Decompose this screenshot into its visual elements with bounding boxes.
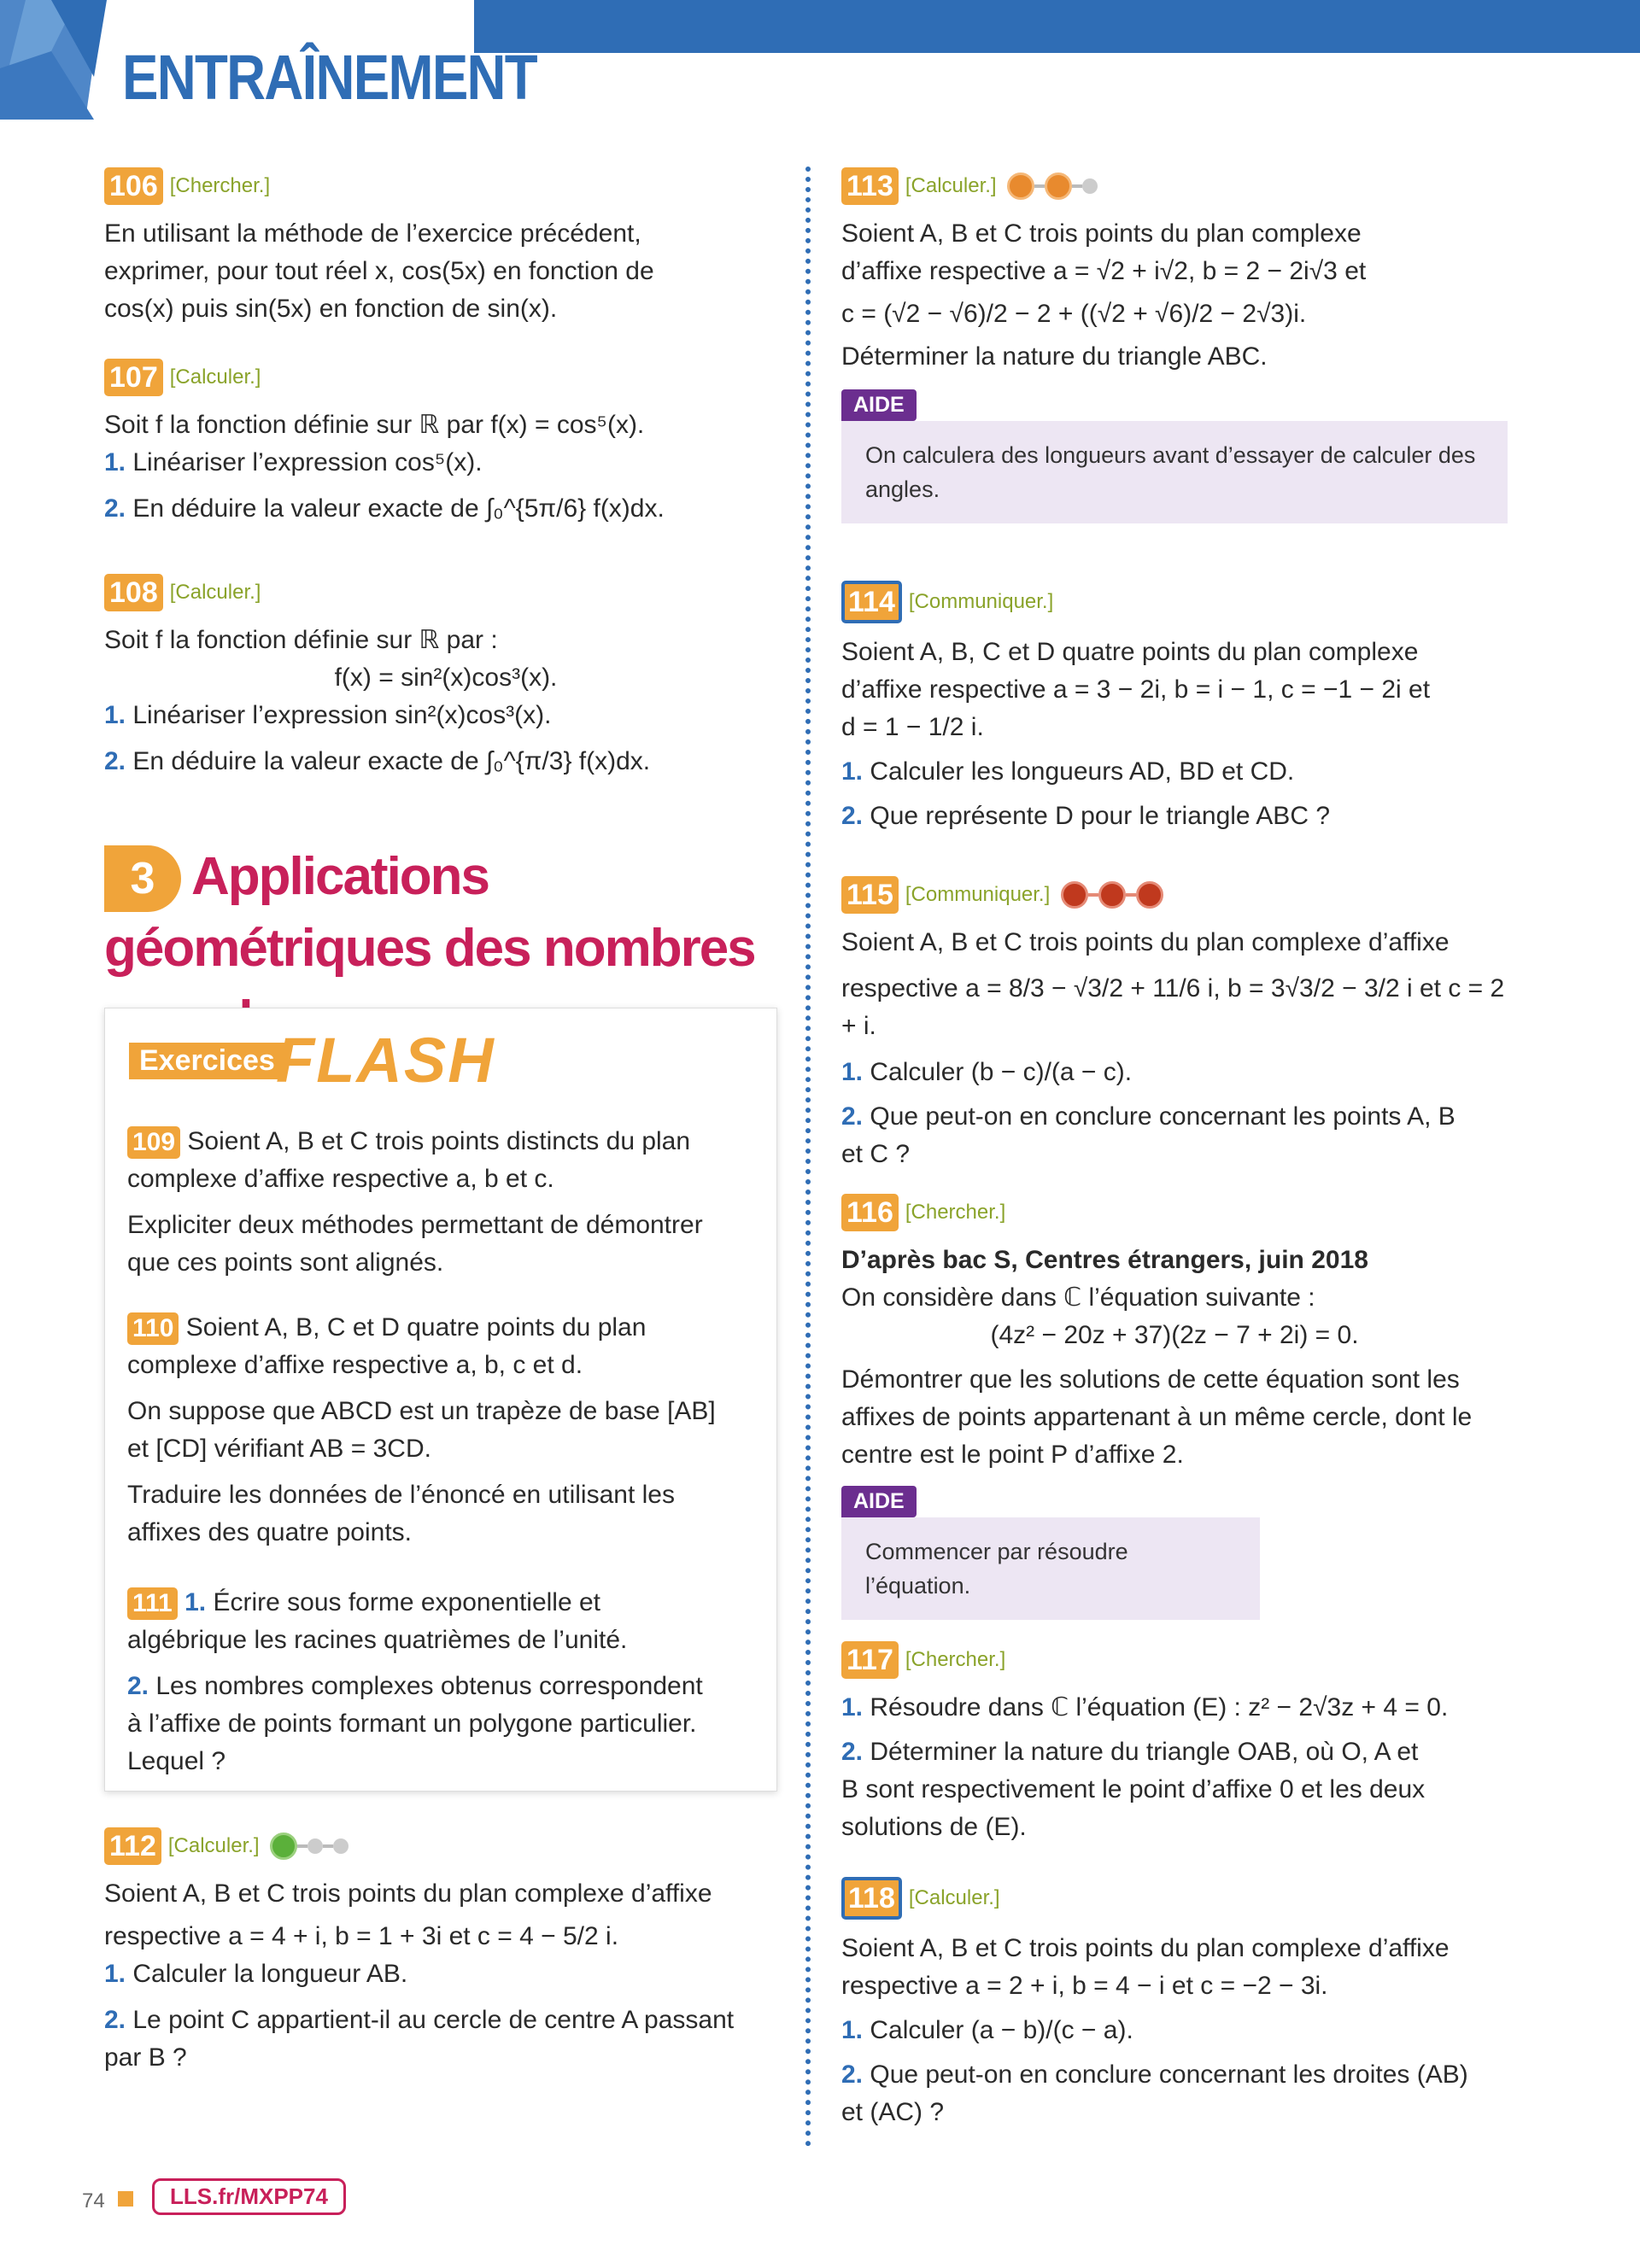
- text-line: que ces points sont alignés.: [127, 1248, 444, 1277]
- exercise-tag: [Calculer.]: [169, 365, 261, 389]
- footer-link[interactable]: LLS.fr/MXPP74: [152, 2178, 346, 2215]
- difficulty-dot-filled: [1061, 881, 1088, 909]
- formula: f(x) = sin²(x)cos³(x).: [334, 663, 558, 692]
- exercise-tag: [Chercher.]: [905, 1648, 1006, 1671]
- question-2: Que représente D pour le triangle ABC ?: [870, 802, 1330, 830]
- text-line: d’affixe respective a = √2 + i√2, b = 2 − 2i√3 et: [841, 257, 1367, 285]
- question-1: Calculer (b − c)/(a − c).: [870, 1058, 1133, 1086]
- text-line: On suppose que ABCD est un trapèze de base [AB]: [127, 1397, 716, 1425]
- text-line: Traduire les données de l’énoncé en utilisant les: [127, 1481, 675, 1509]
- exercise-112: 112 [Calculer.] Soient A, B et C trois points du plan complexe d’affixe respective a = 4 + i, b = 1 + 3i et c = 4 − 5/2 i. 1. Calculer la longueur AB. 2. Le point C appartient-il au cercle de centre A passant par B ?: [104, 1827, 788, 2077]
- text-line: centre est le point P d’affixe 2.: [841, 1441, 1184, 1469]
- text-line: et C ?: [841, 1140, 911, 1168]
- text-line: Expliciter deux méthodes permettant de démontrer: [127, 1211, 703, 1239]
- text-line: et (AC) ?: [841, 2098, 945, 2126]
- section-title-text: Applications géométriques des nombres: [104, 847, 755, 978]
- exercise-tag: [Calculer.]: [905, 174, 997, 197]
- question-1: Écrire sous forme exponentielle et: [213, 1588, 601, 1616]
- aide-text: Commencer par résoudre l’équation.: [841, 1517, 1260, 1620]
- question-2: En déduire la valeur exacte de ∫₀^{π/3} f(x)dx.: [132, 747, 651, 775]
- text-line: complexe d’affixe respective a, b et c.: [127, 1165, 554, 1193]
- difficulty-dot-filled: [1007, 172, 1034, 200]
- exercise-116: [841, 1194, 1508, 1620]
- header-band: [474, 0, 1640, 53]
- text-line: d’affixe respective a = 3 − 2i, b = i − 1, c = −1 − 2i et: [841, 675, 1431, 704]
- exercise-tag: [Communiquer.]: [905, 883, 1051, 906]
- formula: c = (√2 − √6)/2 − 2 + ((√2 + √6)/2 − 2√3)i.: [841, 300, 1307, 328]
- question-1: Linéariser l’expression sin²(x)cos³(x).: [132, 701, 552, 729]
- exercise-tag: [Calculer.]: [908, 1886, 1000, 1909]
- exercise-tag: [Chercher.]: [169, 174, 271, 197]
- exercise-number: 110: [127, 1312, 179, 1345]
- aide-block: [841, 1486, 1260, 1620]
- text-line: Soient A, B, C et D quatre points du plan: [185, 1313, 647, 1342]
- exercise-number: 111: [127, 1587, 178, 1620]
- exercise-113: [841, 167, 1508, 523]
- text-line: Soient A, B et C trois points distincts du plan: [187, 1127, 691, 1155]
- difficulty-indicator: [270, 1833, 348, 1860]
- text-line: et [CD] vérifiant AB = 3CD.: [127, 1435, 431, 1463]
- text-line: Soient A, B et C trois points du plan complexe d’affixe: [104, 1879, 712, 1908]
- text-line: Démontrer que les solutions de cette équation sont les: [841, 1365, 1460, 1394]
- difficulty-dot-filled: [1136, 881, 1163, 909]
- question-2: Les nombres complexes obtenus correspondent: [155, 1672, 703, 1700]
- text-line: Lequel ?: [127, 1747, 226, 1775]
- question-2: Le point C appartient-il au cercle de centre A passant: [132, 2006, 735, 2034]
- exercise-118: 118 [Calculer.] Soient A, B et C trois points du plan complexe d’affixe respective a = 2 + i, b = 4 − i et c = −2 − 3i. 1. Calculer (a − b)/(c − a). 2. Que peut-on en conclure concernant les droites (AB) et (AC) ?: [841, 1877, 1508, 2131]
- difficulty-dot-empty: [1082, 178, 1098, 194]
- formula: respective a = 8/3 − √3/2 + 11/6 i, b = 3√3/2 − 3/2 i et c = 2 + i.: [841, 974, 1505, 1040]
- exercise-108: 108 [Calculer.] Soit f la fonction définie sur ℝ par : f(x) = sin²(x)cos³(x). 1. Linéariser l’expression sin²(x)cos³(x). 2. En déduire la valeur exacte de ∫₀^{π/3} f(x)dx.: [104, 574, 788, 780]
- text-line: exprimer, pour tout réel x, cos(5x) en fonction de: [104, 257, 654, 285]
- question-1: Calculer (a − b)/(c − a).: [870, 2016, 1133, 2044]
- difficulty-dot-filled: [270, 1833, 297, 1860]
- column-separator: [805, 167, 811, 2148]
- flash-exercises-box: [104, 1008, 777, 1792]
- exercise-number: 112: [104, 1827, 161, 1865]
- text-line: respective a = 4 + i, b = 1 + 3i et c = 4 − 5/2 i.: [104, 1922, 619, 1950]
- text-line: par B ?: [104, 2043, 187, 2072]
- exercise-number: 108: [104, 574, 163, 611]
- text-line: d = 1 − 1/2 i.: [841, 713, 984, 741]
- difficulty-dot-filled: [1045, 172, 1072, 200]
- exercise-115: 115 [Communiquer.] Soient A, B et C trois points du plan complexe d’affixe respective a = 8/3 − √3/2 + 11/6 i, b = 3√3/2 − 3/2 i et c = 2 + i. 1. Calculer (b − c)/(a − c). 2. Que peut-on en conclure concernant les points A, B et C ?: [841, 876, 1508, 1173]
- text-line: Déterminer la nature du triangle ABC.: [841, 342, 1268, 371]
- exercise-tag: [Communiquer.]: [908, 590, 1054, 613]
- aide-text: On calculera des longueurs avant d’essayer de calculer des angles.: [841, 421, 1508, 523]
- text-line: Soit f la fonction définie sur ℝ par :: [104, 626, 498, 654]
- text-line: algébrique les racines quatrièmes de l’unité.: [127, 1626, 628, 1654]
- question-2: Déterminer la nature du triangle OAB, où O, A et: [870, 1738, 1419, 1766]
- question-1: Calculer la longueur AB.: [132, 1960, 408, 1988]
- text-line: respective a = 2 + i, b = 4 − i et c = −2 − 3i.: [841, 1972, 1328, 2000]
- difficulty-dot-filled: [1098, 881, 1126, 909]
- question-1: Résoudre dans ℂ l’équation (E) : z² − 2√3z + 4 = 0.: [870, 1693, 1449, 1721]
- text-line: Soient A, B et C trois points du plan complexe d’affixe: [841, 928, 1450, 956]
- flash-word: FLASH: [276, 1025, 495, 1096]
- difficulty-dot-empty: [308, 1838, 323, 1854]
- text-line: cos(x) puis sin(5x) en fonction de sin(x).: [104, 295, 558, 323]
- exercise-117: 117 [Chercher.] 1. Résoudre dans ℂ l’équation (E) : z² − 2√3z + 4 = 0. 2. Déterminer la nature du triangle OAB, où O, A et B sont respectivement le point d’affixe 0 et les deux solutions de (E).: [841, 1641, 1508, 1846]
- text-line: complexe d’affixe respective a, b, c et d.: [127, 1351, 583, 1379]
- question-2: Que peut-on en conclure concernant les droites (AB): [870, 2060, 1468, 2089]
- exercise-tag: [Calculer.]: [169, 581, 261, 604]
- exercise-number: 117: [841, 1641, 899, 1679]
- aide-block: [841, 389, 1508, 523]
- exercise-number: 118: [841, 1877, 902, 1920]
- exercise-number: 115: [841, 876, 899, 914]
- exercise-107: 107 [Calculer.] Soit f la fonction définie sur ℝ par f(x) = cos⁵(x). 1. Linéariser l’expression cos⁵(x). 2. En déduire la valeur exacte de ∫₀^{5π/6} f(x)dx.: [104, 359, 788, 528]
- exercise-number: 106: [104, 167, 163, 205]
- exercise-source: D’après bac S, Centres étrangers, juin 2018: [841, 1246, 1368, 1274]
- aide-label: AIDE: [841, 389, 917, 421]
- difficulty-indicator: [1007, 172, 1098, 200]
- text-line: En utilisant la méthode de l’exercice précédent,: [104, 219, 641, 248]
- formula: (4z² − 20z + 37)(2z − 7 + 2i) = 0.: [990, 1321, 1359, 1349]
- section-number: 3: [104, 845, 181, 912]
- exercise-tag: [Calculer.]: [167, 1834, 260, 1857]
- question-2: Que peut-on en conclure concernant les points A, B: [870, 1102, 1456, 1131]
- text-line: Soient A, B et C trois points du plan complexe d’affixe: [841, 1934, 1450, 1962]
- page-number: 74: [82, 2189, 105, 2212]
- exercise-number: 114: [841, 581, 902, 623]
- text-line: solutions de (E).: [841, 1813, 1027, 1841]
- text-line: affixes de points appartenant à un même cercle, dont le: [841, 1403, 1473, 1431]
- exercise-number: 107: [104, 359, 163, 396]
- text-line: B sont respectivement le point d’affixe 0 et les deux: [841, 1775, 1426, 1803]
- exercise-tag: [Chercher.]: [905, 1201, 1006, 1224]
- exercise-number: 116: [841, 1194, 899, 1231]
- exercise-number: 109: [127, 1126, 180, 1159]
- page-title: ENTRAÎNEMENT: [122, 42, 536, 113]
- exercise-114: 114 [Communiquer.] Soient A, B, C et D quatre points du plan complexe d’affixe respective a = 3 − 2i, b = i − 1, c = −1 − 2i et d = 1 − 1/2 i. 1. Calculer les longueurs AD, BD et CD. 2. Que représente D pour le triangle ABC ?: [841, 581, 1508, 835]
- exercise-109: [127, 1123, 759, 1282]
- exercise-106: [104, 167, 788, 328]
- text-line: à l’affixe de points formant un polygone particulier.: [127, 1710, 697, 1738]
- exercise-number: 113: [841, 167, 899, 205]
- exercise-110: [127, 1309, 759, 1552]
- exercise-111: 111 1. Écrire sous forme exponentielle et algébrique les racines quatrièmes de l’unité. 2. Les nombres complexes obtenus correspondent à l’affixe de points formant un polygone particulier. Lequel ?: [127, 1584, 759, 1780]
- text-line: Soient A, B et C trois points du plan complexe: [841, 219, 1362, 248]
- text-line: On considère dans ℂ l’équation suivante :: [841, 1283, 1315, 1312]
- aide-label: AIDE: [841, 1486, 917, 1517]
- text-line: affixes des quatre points.: [127, 1518, 412, 1546]
- question-2: En déduire la valeur exacte de ∫₀^{5π/6} f(x)dx.: [132, 494, 665, 523]
- text-line: Soit f la fonction définie sur ℝ par f(x) = cos⁵(x).: [104, 411, 645, 439]
- text-line: Soient A, B, C et D quatre points du plan complexe: [841, 638, 1419, 666]
- question-1: Calculer les longueurs AD, BD et CD.: [870, 757, 1295, 786]
- flash-label: Exercices: [129, 1043, 285, 1079]
- difficulty-dot-empty: [333, 1838, 348, 1854]
- footer-square: [118, 2191, 133, 2207]
- question-1: Linéariser l’expression cos⁵(x).: [132, 448, 483, 476]
- difficulty-indicator: [1061, 881, 1163, 909]
